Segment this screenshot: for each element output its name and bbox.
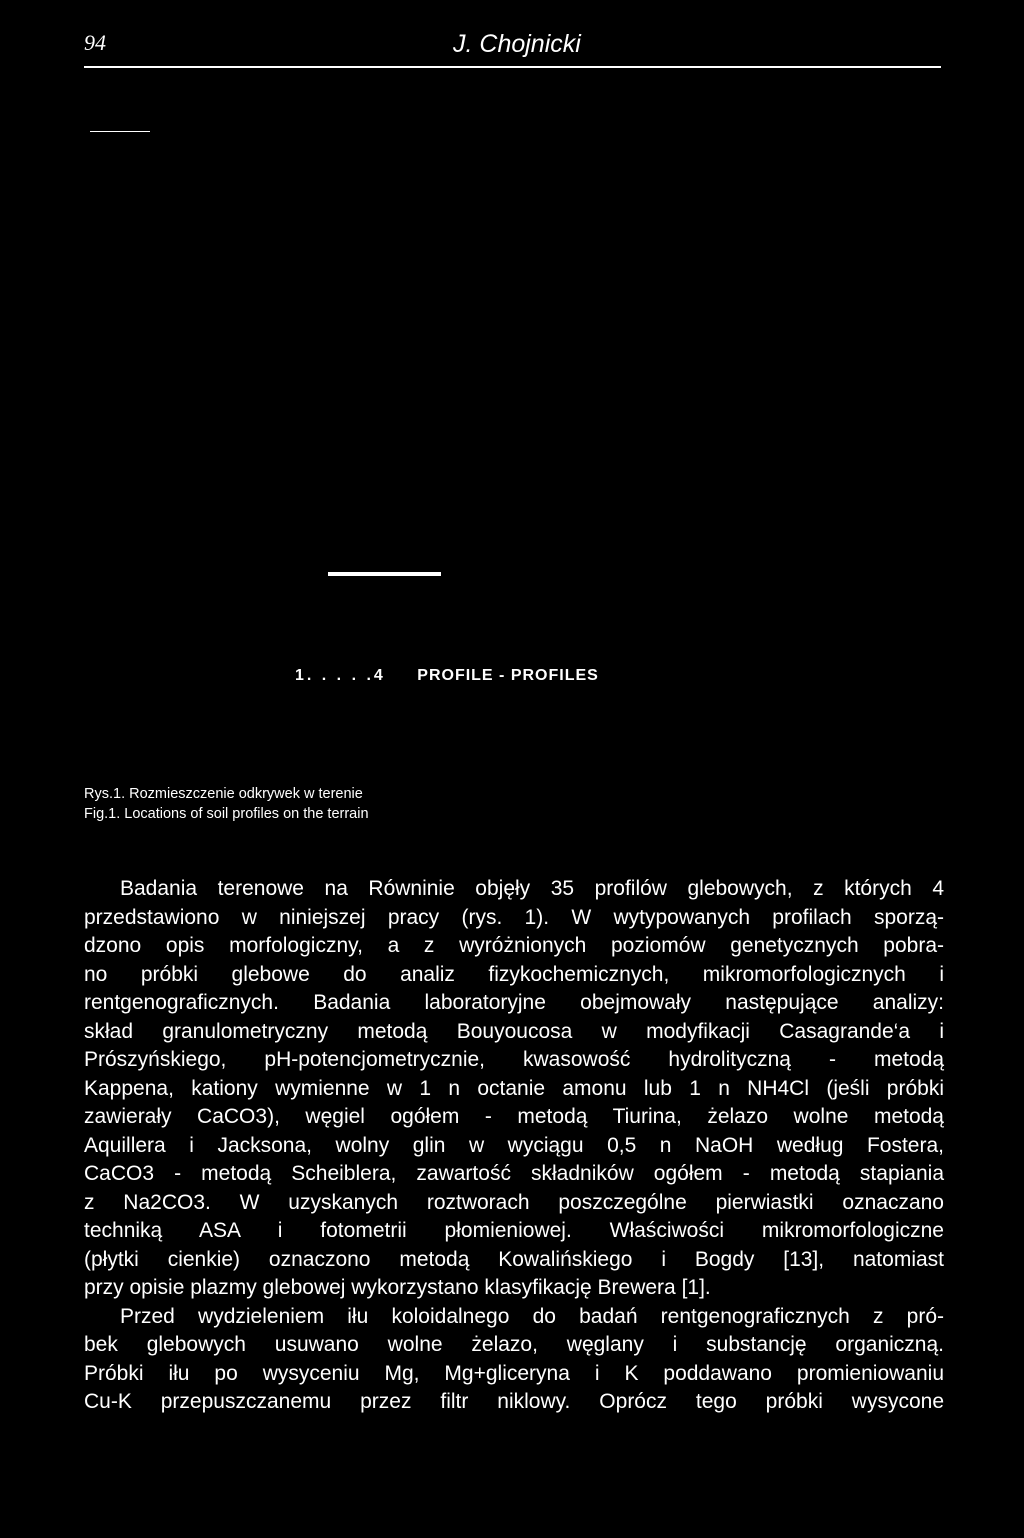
header-rule	[84, 66, 941, 68]
text-line: przedstawiono w niniejszej pracy (rys. 1). W wytypowanych profilach sporzą-	[84, 905, 944, 929]
body-text	[84, 875, 944, 1417]
legend-label: PROFILE - PROFILES	[417, 667, 599, 684]
text-line: no próbki glebowe do analiz fizykochemicznych, mikromorfologicznych i	[84, 962, 944, 986]
map-mark-bar	[328, 572, 441, 576]
text-line: techniką ASA i fotometrii płomieniowej. Właściwości mikromorfologiczne	[84, 1219, 944, 1242]
text-line: skład granulometryczny metodą Bouyoucosa w modyfikacji Casagrande‘a i	[84, 1019, 944, 1043]
text-line: rentgenograficznych. Badania laboratoryjne obejmowały następujące analizy:	[84, 991, 944, 1014]
text-line: Prószyńskiego, pH-potencjometrycznie, kwasowość hydrolityczną - metodą	[84, 1048, 944, 1071]
text-line: Kappena, kationy wymienne w 1 n octanie amonu lub 1 n NH4Cl (jeśli próbki	[84, 1076, 944, 1100]
text-line: Aquillera i Jacksona, wolny glin w wyciągu 0,5 n NaOH według Fostera,	[84, 1133, 944, 1157]
map-mark	[328, 571, 441, 577]
map-legend	[295, 667, 599, 685]
text-line: Badania terenowe na Równinie objęły 35 profilów glebowych, z których 4	[120, 877, 944, 900]
figure-caption-pl: Rys.1. Rozmieszczenie odkrywek w terenie	[84, 786, 363, 802]
text-line: przy opisie plazmy glebowej wykorzystano klasyfikację Brewera [1].	[84, 1276, 711, 1299]
text-line: dzono opis morfologiczny, a z wyróżnionych poziomów genetycznych pobra-	[84, 934, 944, 957]
map-scan-line	[90, 131, 150, 132]
text-line: Próbki iłu po wysyceniu Mg, Mg+gliceryna i K poddawano promieniowaniu	[84, 1361, 944, 1385]
text-line: CaCO3 - metodą Scheiblera, zawartość składników ogółem - metodą stapiania	[84, 1162, 944, 1185]
text-line: zawierały CaCO3), węgiel ogółem - metodą Tiurina, żelazo wolne metodą	[84, 1105, 944, 1128]
text-line: Przed wydzieleniem iłu koloidalnego do badań rentgenograficznych z pró-	[120, 1304, 944, 1328]
legend-range: 1. . . . .4	[295, 667, 386, 684]
text-line: bek glebowych usuwano wolne żelazo, węglany i substancję organiczną.	[84, 1333, 944, 1356]
text-line: (płytki cienkie) oznaczono metodą Kowalińskiego i Bogdy [13], natomiast	[84, 1247, 944, 1271]
running-head: J. Chojnicki	[453, 30, 581, 58]
text-line: z Na2CO3. W uzyskanych roztworach poszczególne pierwiastki oznaczano	[84, 1190, 944, 1214]
page-number: 94	[84, 30, 106, 55]
figure-caption-en: Fig.1. Locations of soil profiles on the terrain	[84, 806, 369, 822]
text-line: Cu-K przepuszczanemu przez filtr niklowy. Oprócz tego próbki wysycone	[84, 1390, 944, 1413]
